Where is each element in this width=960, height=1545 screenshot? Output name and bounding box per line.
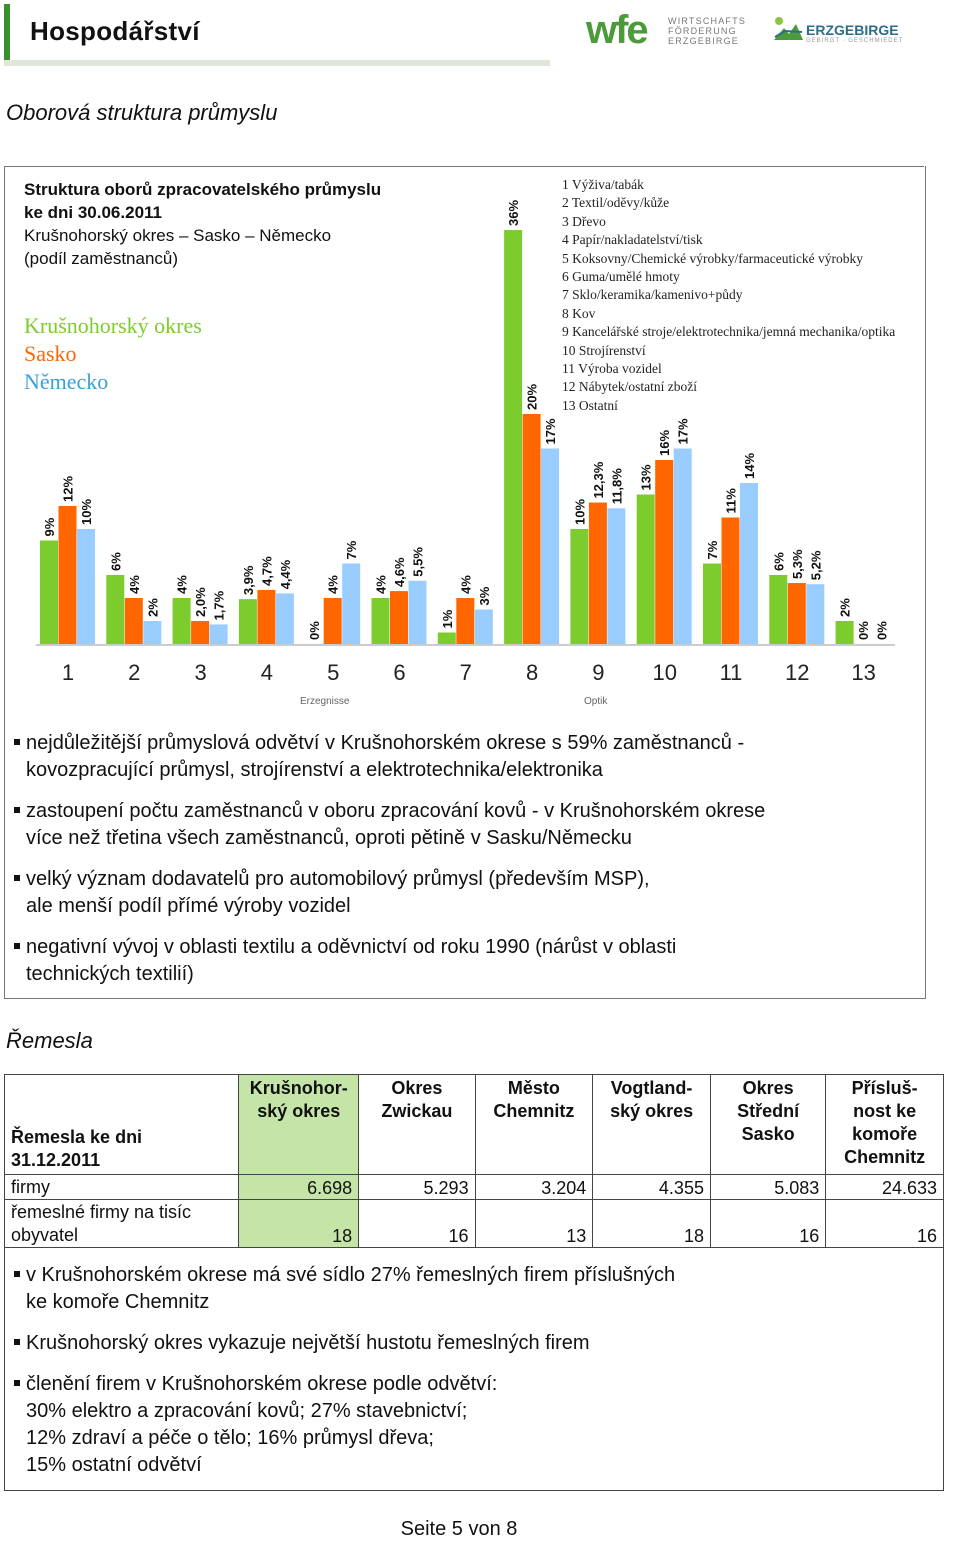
crafts-col-header-line: Město bbox=[507, 1078, 560, 1098]
chart-bar bbox=[674, 449, 692, 645]
bullet-text: kovozpracující průmysl, strojírenství a elektrotechnika/elektronika bbox=[26, 759, 603, 781]
crafts-cell: 6.698 bbox=[239, 1175, 359, 1200]
crafts-col-header-line: Chemnitz bbox=[844, 1147, 926, 1167]
chart-data-label: 4% bbox=[458, 575, 474, 594]
bullet-square-icon bbox=[14, 1271, 20, 1277]
chart-category-label: 5 bbox=[327, 660, 340, 685]
chart-bar bbox=[342, 564, 360, 645]
chart-data-label: 13% bbox=[638, 464, 654, 491]
chart-bar bbox=[276, 593, 294, 644]
chart-data-label: 7% bbox=[344, 540, 360, 560]
chart-heading-line: Struktura oborů zpracovatelského průmyslu bbox=[24, 180, 382, 199]
chart-bar bbox=[637, 495, 655, 645]
crafts-col-header bbox=[359, 1075, 475, 1175]
chart-bar bbox=[59, 506, 77, 644]
chart-data-label: 4,4% bbox=[277, 559, 293, 590]
chart-category-label: 1 bbox=[61, 660, 75, 685]
crafts-col-header-line: komoře bbox=[852, 1124, 918, 1144]
chart-bar bbox=[722, 518, 740, 645]
chart-data-label: 2,0% bbox=[193, 587, 209, 617]
chart-data-label: 2% bbox=[837, 598, 853, 617]
chart-bar bbox=[570, 529, 588, 644]
table-row bbox=[5, 1200, 944, 1248]
crafts-row-label-line: řemeslné firmy na tisíc bbox=[11, 1201, 192, 1222]
bullet-text: Krušnohorský okres vykazuje největší hustotu řemeslných firem bbox=[26, 1332, 590, 1354]
chart-bar bbox=[191, 621, 209, 644]
chart-bar bbox=[40, 541, 58, 645]
crafts-row-label bbox=[5, 1200, 239, 1248]
crafts-col-header bbox=[826, 1075, 944, 1175]
chart-data-label: 5,2% bbox=[808, 550, 824, 581]
chart-data-label: 4% bbox=[174, 575, 190, 594]
chart-data-label: 6% bbox=[108, 552, 124, 571]
crafts-col-header bbox=[475, 1075, 593, 1175]
wfe-logo-line: FÖRDERUNG bbox=[668, 26, 737, 36]
sector-list-item: 6 Guma/umělé hmoty bbox=[562, 269, 680, 285]
chart-category-label: 13 bbox=[851, 660, 876, 685]
chart-bar bbox=[125, 598, 143, 644]
crafts-table-header-row bbox=[5, 1075, 944, 1175]
crafts-table bbox=[4, 1074, 944, 1248]
crafts-cell: 18 bbox=[239, 1200, 359, 1248]
section-title-crafts: Řemesla bbox=[6, 1028, 93, 1053]
chart-data-label: 17% bbox=[543, 418, 559, 445]
industry-bar-chart bbox=[0, 0, 960, 720]
bullet-square-icon bbox=[14, 739, 20, 745]
bullet-text: ke komoře Chemnitz bbox=[26, 1291, 210, 1313]
chart-data-label: 6% bbox=[771, 552, 787, 571]
chart-data-label: 2% bbox=[145, 598, 161, 617]
chart-category-label: 8 bbox=[525, 660, 539, 685]
chart-data-label: 11,8% bbox=[609, 468, 625, 505]
crafts-cell: 18 bbox=[593, 1200, 711, 1248]
crafts-bullets bbox=[10, 1262, 675, 1493]
chart-data-label: 20% bbox=[524, 383, 540, 410]
chart-data-label: 0% bbox=[856, 621, 872, 640]
bullet-text: ale menší podíl přímé výroby vozidel bbox=[26, 895, 351, 917]
chart-bar bbox=[655, 460, 673, 644]
erzgebirge-logo-text: ERZGEBIRGE bbox=[806, 22, 899, 38]
sector-list-item: 7 Sklo/keramika/kamenivo+půdy bbox=[562, 287, 743, 303]
chart-data-label: 11% bbox=[723, 488, 739, 514]
bullet-item bbox=[10, 866, 765, 920]
crafts-col-header-line: Střední bbox=[737, 1101, 800, 1121]
bullet-text: více než třetina všech zaměstnanců, oproti pětině v Sasku/Německu bbox=[26, 827, 632, 849]
crafts-table-corner bbox=[5, 1075, 239, 1175]
chart-bar bbox=[703, 564, 721, 645]
legend-item-sasko: Sasko bbox=[24, 341, 77, 366]
crafts-row-label-line: obyvatel bbox=[11, 1224, 79, 1245]
header-title: Hospodářství bbox=[30, 16, 200, 46]
crafts-cell: 16 bbox=[826, 1200, 944, 1248]
chart-bar bbox=[806, 584, 824, 644]
crafts-col-header-line: Sasko bbox=[741, 1124, 795, 1144]
chart-data-label: 16% bbox=[657, 429, 673, 456]
page-number: Seite 5 von 8 bbox=[400, 1518, 518, 1540]
crafts-cell: 16 bbox=[710, 1200, 825, 1248]
chart-category-label: 7 bbox=[459, 660, 472, 685]
table-row bbox=[5, 1175, 944, 1200]
bullet-square-icon bbox=[14, 807, 20, 813]
crafts-col-header-line: Krušnohor- bbox=[249, 1078, 348, 1098]
crafts-cell: 24.633 bbox=[826, 1175, 944, 1200]
crafts-col-header-line: ský okres bbox=[610, 1101, 694, 1121]
chart-bar bbox=[607, 508, 625, 644]
sector-list-item: 5 Koksovny/Chemické výrobky/farmaceutické výrobky bbox=[562, 250, 864, 266]
crafts-row-label bbox=[5, 1175, 239, 1200]
chart-heading-line: Krušnohorský okres – Sasko – Německo bbox=[24, 226, 332, 245]
bullet-square-icon bbox=[14, 875, 20, 881]
chart-heading-line: ke dni 30.06.2011 bbox=[24, 203, 162, 222]
sector-list-item: 12 Nábytek/ostatní zboží bbox=[562, 379, 697, 395]
bullet-square-icon bbox=[14, 1380, 20, 1386]
chart-bar bbox=[589, 503, 607, 644]
bullet-text: 30% elektro a zpracování kovů; 27% stavebnictví; bbox=[26, 1400, 468, 1422]
bullet-square-icon bbox=[14, 943, 20, 949]
chart-data-label: 10% bbox=[79, 498, 94, 525]
chart-category-label: 12 bbox=[785, 660, 810, 685]
chart-bar bbox=[409, 581, 427, 644]
crafts-col-header bbox=[710, 1075, 825, 1175]
bullet-text: v Krušnohorském okrese má své sídlo 27% řemeslných firem příslušných bbox=[26, 1264, 676, 1286]
crafts-col-header-line: nost ke bbox=[853, 1101, 917, 1121]
chart-residual-label: Optik bbox=[584, 696, 608, 707]
erzgebirge-logo-sub: GEBIRGT · GESCHMIEDET bbox=[806, 38, 904, 44]
chart-bar bbox=[324, 598, 342, 644]
bullet-text: velký význam dodavatelů pro automobilový průmysl (především MSP), bbox=[26, 868, 650, 890]
crafts-col-header-line: Zwickau bbox=[381, 1101, 453, 1121]
legend-item-krusnohorsky: Krušnohorský okres bbox=[24, 313, 202, 338]
chart-category-label: 2 bbox=[128, 660, 141, 685]
chart-bar bbox=[257, 590, 275, 644]
chart-category-label: 9 bbox=[592, 660, 605, 685]
sector-list-item: 10 Strojírenství bbox=[562, 342, 646, 358]
bullet-text: negativní vývoj v oblasti textilu a oděvnictví od roku 1990 (nárůst v oblasti bbox=[26, 936, 677, 958]
chart-bar bbox=[836, 621, 854, 644]
sector-list-item: 4 Papír/nakladatelství/tisk bbox=[562, 232, 703, 248]
chart-bar bbox=[523, 414, 541, 644]
chart-bar bbox=[788, 583, 806, 644]
chart-data-label: 4,7% bbox=[259, 556, 275, 586]
chart-data-label: 4% bbox=[325, 575, 341, 594]
chart-data-label: 4% bbox=[373, 575, 389, 594]
crafts-cell: 5.293 bbox=[359, 1175, 475, 1200]
chart-data-label: 14% bbox=[742, 452, 757, 479]
crafts-cell: 5.083 bbox=[710, 1175, 825, 1200]
chart-bar bbox=[173, 598, 191, 644]
bullet-text: technických textilií) bbox=[26, 963, 194, 985]
chart-category-label: 11 bbox=[719, 660, 743, 685]
chart-bar bbox=[475, 610, 493, 645]
chart-data-label: 12% bbox=[60, 475, 76, 502]
sector-list-item: 9 Kancelářské stroje/elektrotechnika/jemná mechanika/optika bbox=[562, 324, 896, 340]
crafts-row-label-line: firmy bbox=[11, 1176, 50, 1197]
sector-list-item: 8 Kov bbox=[562, 305, 596, 321]
bullet-text: nejdůležitější průmyslová odvětví v Krušnohorském okrese s 59% zaměstnanců - bbox=[26, 732, 745, 754]
chart-bar bbox=[504, 230, 522, 644]
crafts-col-header-line: Okres bbox=[742, 1078, 794, 1098]
chart-category-label: 6 bbox=[393, 660, 406, 685]
chart-bar bbox=[77, 529, 95, 644]
chart-data-label: 1,7% bbox=[211, 590, 227, 621]
crafts-col-header bbox=[239, 1075, 359, 1175]
sector-list-item: 2 Textil/oděvy/kůže bbox=[562, 195, 670, 211]
chart-bar bbox=[456, 598, 474, 644]
chart-data-label: 9% bbox=[42, 517, 57, 537]
crafts-cell: 3.204 bbox=[475, 1175, 593, 1200]
sector-list-item: 11 Výroba vozidel bbox=[562, 361, 662, 377]
bullet-item bbox=[10, 1330, 675, 1357]
chart-data-label: 17% bbox=[675, 418, 691, 445]
legend-item-nemecko: Německo bbox=[24, 369, 109, 394]
chart-data-label: 10% bbox=[572, 498, 588, 525]
wfe-logo-line: ERZGEBIRGE bbox=[668, 36, 740, 46]
chart-data-label: 3% bbox=[476, 586, 492, 606]
bullet-text: 15% ostatní odvětví bbox=[26, 1454, 202, 1476]
chart-bar bbox=[438, 633, 456, 645]
bullet-item bbox=[10, 934, 765, 988]
crafts-col-header-line: Vogtland- bbox=[610, 1078, 693, 1098]
crafts-col-header-line: Chemnitz bbox=[493, 1101, 575, 1121]
sector-list-item: 3 Dřevo bbox=[562, 213, 606, 229]
bullet-item bbox=[10, 1371, 675, 1479]
chart-bar bbox=[541, 449, 559, 645]
industry-bullets bbox=[10, 730, 765, 1002]
chart-bar bbox=[239, 599, 257, 644]
chart-data-label: 1% bbox=[439, 609, 455, 629]
chart-data-label: 3,9% bbox=[240, 565, 256, 596]
chart-category-label: 3 bbox=[194, 660, 207, 685]
crafts-col-header-line: ský okres bbox=[257, 1101, 341, 1121]
chart-data-label: 5,3% bbox=[789, 549, 805, 580]
crafts-table-corner-line: 31.12.2011 bbox=[11, 1150, 101, 1170]
chart-data-label: 36% bbox=[506, 199, 522, 226]
chart-data-label: 0% bbox=[874, 621, 890, 640]
sector-list-item: 13 Ostatní bbox=[562, 397, 618, 413]
chart-bar bbox=[740, 483, 758, 644]
chart-data-label: 7% bbox=[705, 540, 720, 560]
wfe-logo-mark: wfe bbox=[586, 8, 647, 52]
bullet-text: členění firem v Krušnohorském okrese podle odvětví: bbox=[26, 1373, 498, 1395]
crafts-cell: 16 bbox=[359, 1200, 475, 1248]
chart-bar bbox=[769, 575, 787, 644]
section-title-industry: Oborová struktura průmyslu bbox=[6, 100, 278, 125]
bullet-item bbox=[10, 1262, 675, 1316]
wfe-logo-line: WIRTSCHAFTS bbox=[668, 16, 747, 26]
chart-bar bbox=[390, 591, 408, 644]
chart-residual-label: Erzegnisse bbox=[300, 696, 350, 707]
bullet-square-icon bbox=[14, 1339, 20, 1345]
crafts-col-header-line: Přísluš- bbox=[851, 1078, 918, 1098]
bullet-text: 12% zdraví a péče o tělo; 16% průmysl dřeva; bbox=[26, 1427, 434, 1449]
chart-bar bbox=[143, 621, 161, 644]
crafts-col-header-line: Okres bbox=[391, 1078, 443, 1098]
chart-bar bbox=[210, 624, 228, 644]
crafts-cell: 4.355 bbox=[593, 1175, 711, 1200]
bullet-text: zastoupení počtu zaměstnanců v oboru zpracování kovů - v Krušnohorském okrese bbox=[26, 800, 766, 822]
chart-bar bbox=[372, 598, 390, 644]
sector-list-item: 1 Výživa/tabák bbox=[562, 177, 644, 192]
crafts-col-header bbox=[593, 1075, 711, 1175]
crafts-cell: 13 bbox=[475, 1200, 593, 1248]
chart-data-label: 4% bbox=[126, 575, 142, 594]
bullet-item bbox=[10, 798, 765, 852]
chart-data-label: 0% bbox=[307, 621, 323, 640]
chart-bar bbox=[106, 575, 124, 644]
chart-data-label: 5,5% bbox=[410, 547, 426, 577]
chart-data-label: 4,6% bbox=[392, 557, 407, 588]
bullet-item bbox=[10, 730, 765, 784]
chart-heading-line: (podíl zaměstnanců) bbox=[24, 249, 179, 268]
chart-category-label: 4 bbox=[260, 660, 274, 685]
chart-data-label: 12,3% bbox=[590, 461, 606, 499]
chart-category-label: 10 bbox=[652, 660, 677, 685]
crafts-table-corner-line: Řemesla ke dni bbox=[11, 1127, 143, 1147]
